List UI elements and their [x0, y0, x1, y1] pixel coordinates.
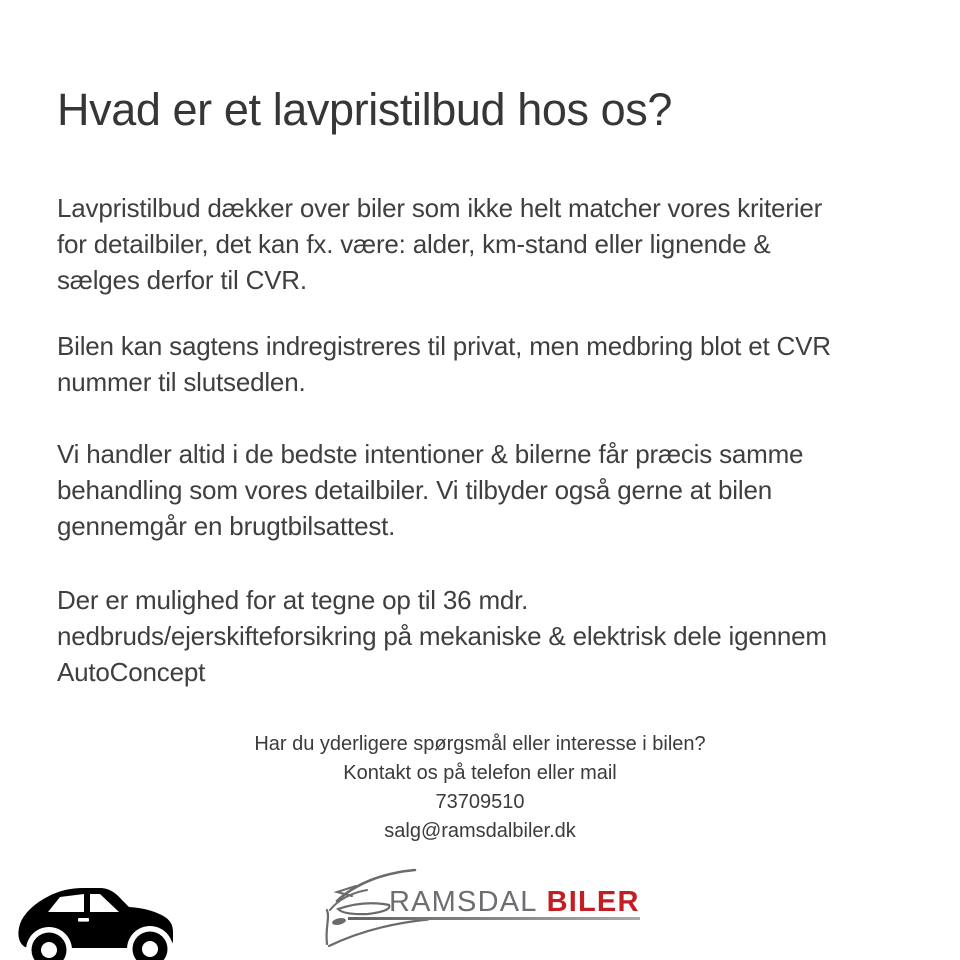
text-line: Vi handler altid i de bedste intentioner & bilerne får præcis samme — [57, 439, 804, 469]
text-line: nedbruds/ejerskifteforsikring på mekaniske & elektrisk dele igennem — [57, 621, 827, 651]
paragraph-lavpristilbud — [57, 190, 822, 298]
logo-brand-text: RAMSDAL — [389, 886, 538, 918]
text-line: Der er mulighed for at tegne op til 36 mdr. — [57, 585, 529, 615]
text-line: AutoConcept — [57, 657, 206, 687]
contact-phone: 73709510 — [435, 791, 525, 813]
paragraph-indregistrering — [57, 328, 831, 400]
contact-email: salg@ramsdalbiler.dk — [384, 820, 576, 842]
text-line: behandling som vores detailbiler. Vi tilbyder også gerne at bilen — [57, 475, 772, 505]
text-line: sælges derfor til CVR. — [57, 265, 307, 295]
car-silhouette-icon — [16, 881, 176, 960]
contact-question: Har du yderligere spørgsmål eller interesse i bilen? — [254, 733, 706, 755]
logo-suffix-text: BILER — [546, 886, 640, 918]
text-line: Lavpristilbud dækker over biler som ikke helt matcher vores kriterier — [57, 193, 823, 223]
contact-invite: Kontakt os på telefon eller mail — [343, 762, 617, 784]
paragraph-intentioner — [57, 436, 803, 544]
text-line: gennemgår en brugtbilsattest. — [57, 511, 396, 541]
paragraph-forsikring — [57, 582, 827, 690]
logo-wordmark — [389, 888, 640, 917]
ramsdal-biler-logo — [322, 862, 667, 957]
page-title: Hvad er et lavpristilbud hos os? — [57, 84, 673, 135]
text-line: for detailbiler, det kan fx. være: alder, km-stand eller lignende & — [57, 229, 771, 259]
text-line: Bilen kan sagtens indregistreres til privat, men medbring blot et CVR — [57, 331, 831, 361]
contact-block — [0, 730, 960, 846]
text-line: nummer til slutsedlen. — [57, 367, 306, 397]
